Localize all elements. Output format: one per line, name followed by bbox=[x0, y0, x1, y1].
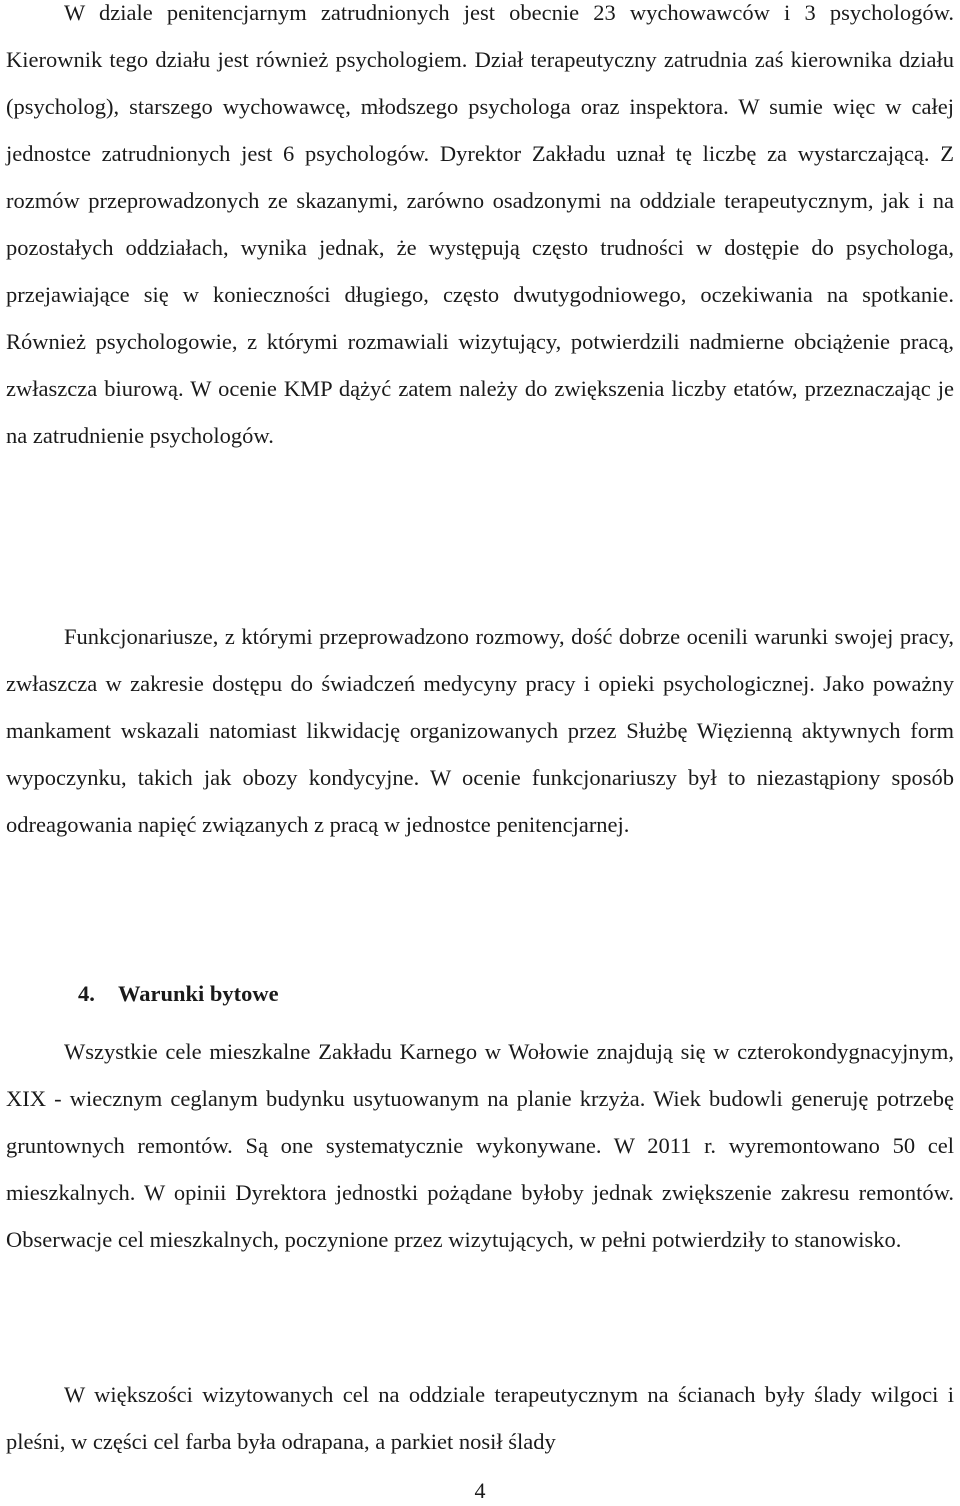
section-heading bbox=[78, 970, 279, 1017]
paragraph-psychologists-staffing: W dziale penitencjarnym zatrudnionych jest obecnie 23 wychowawców i 3 psychologów. Kierownik tego działu jest również psychologiem. Dział terapeutyczny zatrudnia zaś kierownika działu (psycholog), starszego wychowawcę, młodszego psychologa oraz inspektora. W sumie więc w całej jednostce zatrudnionych jest 6 psychologów. Dyrektor Zakładu uznał tę liczbę za wystarczającą. Z rozmów przeprowadzonych ze skazanymi, zarówno osadzonymi na oddziale terapeutycznym, jak i na pozostałych oddziałach, wynika jednak, że występują często trudności w dostępie do psychologa, przejawiające się w konieczności długiego, często dwutygodniowego, oczekiwania na spotkanie. Również psychologowie, z którymi rozmawiali wizytujący, potwierdzili nadmierne obciążenie pracą, zwłaszcza biurową. W ocenie KMP dążyć zatem należy do zwiększenia liczby etatów, przeznaczając je na zatrudnienie psychologów. bbox=[6, 0, 954, 448]
section-number: 4. bbox=[78, 981, 95, 1006]
paragraph-officers-working-conditions: Funkcjonariusze, z którymi przeprowadzono rozmowy, dość dobrze ocenili warunki swojej pracy, zwłaszcza w zakresie dostępu do świadczeń medycyny pracy i opieki psychologicznej. Jako poważny mankament wskazali natomiast likwidację organizowanych przez Służbę Więzienną aktywnych form wypoczynku, takich jak obozy kondycyjne. W ocenie funkcjonariuszy był to niezastąpiony sposób odreagowania napięć związanych z pracą w jednostce penitencjarnej. bbox=[6, 624, 954, 837]
paragraph-living-conditions: Wszystkie cele mieszkalne Zakładu Karnego w Wołowie znajdują się w czterokondygnacyjnym, XIX - wiecznym ceglanym budynku usytuowanym na planie krzyża. Wiek budowli generuję potrzebę gruntownych remontów. Są one systematycznie wykonywane. W 2011 r. wyremontowano 50 cel mieszkalnych. W opinii Dyrektora jednostki pożądane byłoby jednak zwiększenie zakresu remontów. Obserwacje cel mieszkalnych, poczynione przez wizytujących, w pełni potwierdziły to stanowisko. bbox=[6, 1039, 954, 1252]
section-title: Warunki bytowe bbox=[118, 981, 279, 1006]
paragraph-therapeutic-ward-cells: W większości wizytowanych cel na oddziale terapeutycznym na ścianach były ślady wilgoci i pleśni, w części cel farba była odrapana, a parkiet nosił ślady bbox=[6, 1382, 954, 1454]
page-number: 4 bbox=[474, 1478, 486, 1503]
